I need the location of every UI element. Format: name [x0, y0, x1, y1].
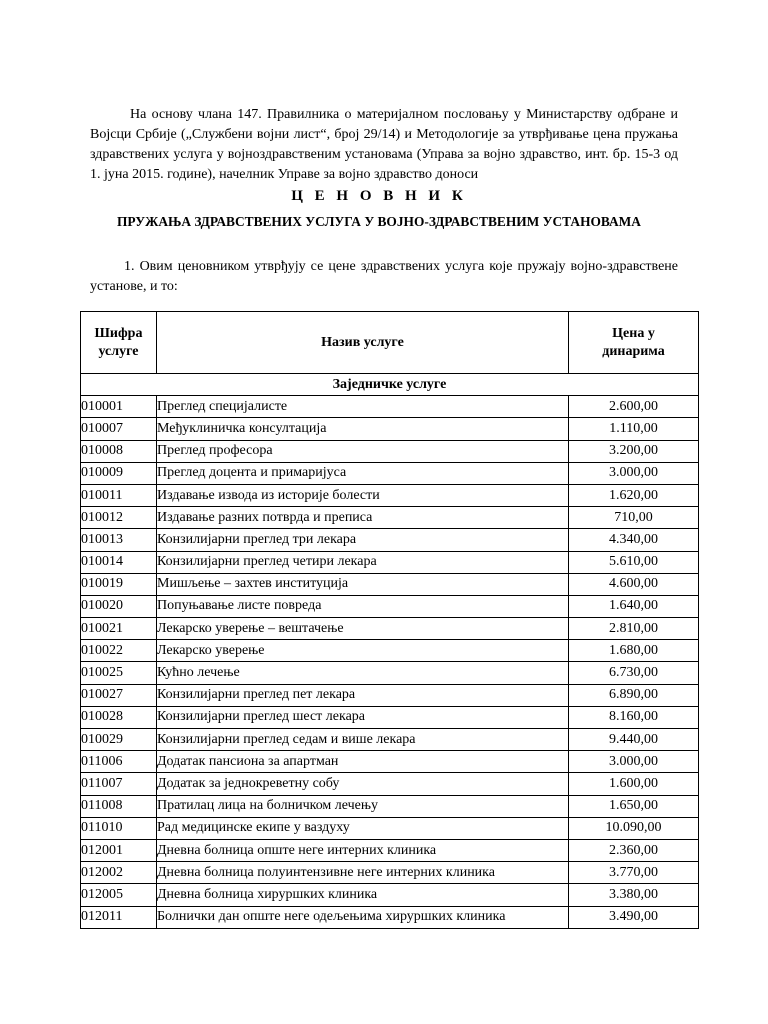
cell-code: 011010 — [81, 817, 157, 839]
cell-price: 1.680,00 — [569, 640, 699, 662]
cell-price: 5.610,00 — [569, 551, 699, 573]
cell-price: 1.640,00 — [569, 595, 699, 617]
cell-name: Дневна болница полуинтензивне неге интерних клиника — [157, 862, 569, 884]
table-row — [81, 884, 699, 906]
cell-name: Конзилијарни преглед четири лекара — [157, 551, 569, 573]
cell-price: 1.620,00 — [569, 484, 699, 506]
table-row — [81, 729, 699, 751]
table-row — [81, 706, 699, 728]
table-row — [81, 839, 699, 861]
cell-code: 010021 — [81, 618, 157, 640]
header-name: Назив услуге — [157, 312, 569, 374]
cell-price: 710,00 — [569, 507, 699, 529]
cell-name: Дневна болница хируршких клиника — [157, 884, 569, 906]
cell-price: 4.340,00 — [569, 529, 699, 551]
cell-name: Дневна болница опште неге интерних клиника — [157, 839, 569, 861]
cell-price: 8.160,00 — [569, 706, 699, 728]
table-row — [81, 817, 699, 839]
cell-price: 3.380,00 — [569, 884, 699, 906]
cell-price: 9.440,00 — [569, 729, 699, 751]
table-row — [81, 773, 699, 795]
cell-code: 012005 — [81, 884, 157, 906]
cell-code: 010009 — [81, 462, 157, 484]
table-row — [81, 462, 699, 484]
cell-name: Конзилијарни преглед три лекара — [157, 529, 569, 551]
cell-name: Издавање извода из историје болести — [157, 484, 569, 506]
cell-code: 010020 — [81, 595, 157, 617]
cell-code: 011007 — [81, 773, 157, 795]
document-title: Ц Е Н О В Н И К — [291, 188, 467, 204]
intro-paragraph: На основу члана 147. Правилника о материјалном пословању у Министарству одбране и Војсци Србије („Службени војни лист“, број 29/14) и Методологије за утврђивање цена пружања здравствених услуга у војноздравственим установама (Управа за војно здравство, инт. бр. 15-3 од 1. јуна 2015. године), начелник Управе за војно здравство доноси — [90, 107, 678, 182]
cell-name: Попуњавање листе повреда — [157, 595, 569, 617]
cell-code: 012002 — [81, 862, 157, 884]
cell-name: Преглед професора — [157, 440, 569, 462]
table-row — [81, 529, 699, 551]
cell-name: Конзилијарни преглед пет лекара — [157, 684, 569, 706]
section-row — [81, 374, 699, 396]
cell-name: Додатак за једнокреветну собу — [157, 773, 569, 795]
cell-code: 010011 — [81, 484, 157, 506]
cell-name: Лекарско уверење — [157, 640, 569, 662]
header-price-line1: Цена у — [612, 325, 655, 341]
cell-code: 010007 — [81, 418, 157, 440]
header-code-line2: услуге — [98, 343, 139, 359]
cell-price: 1.600,00 — [569, 773, 699, 795]
cell-name: Лекарско уверење – вештачење — [157, 618, 569, 640]
cell-name: Конзилијарни преглед седам и више лекара — [157, 729, 569, 751]
cell-name: Преглед специјалисте — [157, 396, 569, 418]
table-row — [81, 906, 699, 928]
table-row — [81, 595, 699, 617]
cell-price: 1.110,00 — [569, 418, 699, 440]
cell-code: 011006 — [81, 751, 157, 773]
cell-name: Међуклиничка консултација — [157, 418, 569, 440]
cell-price: 2.600,00 — [569, 396, 699, 418]
cell-code: 010019 — [81, 573, 157, 595]
cell-name: Кућно лечење — [157, 662, 569, 684]
table-row — [81, 640, 699, 662]
cell-name: Пратилац лица на болничком лечењу — [157, 795, 569, 817]
cell-code: 010013 — [81, 529, 157, 551]
header-code-line1: Шифра — [94, 325, 143, 341]
cell-name: Конзилијарни преглед шест лекара — [157, 706, 569, 728]
table-row — [81, 862, 699, 884]
table-row — [81, 684, 699, 706]
table-row — [81, 484, 699, 506]
document-subtitle: ПРУЖАЊА ЗДРАВСТВЕНИХ УСЛУГА У ВОЈНО-ЗДРАВСТВЕНИМ УСТАНОВАМА — [117, 214, 641, 229]
cell-code: 010029 — [81, 729, 157, 751]
table-row — [81, 440, 699, 462]
cell-name: Издавање разних потврда и преписа — [157, 507, 569, 529]
table-row — [81, 507, 699, 529]
table-row — [81, 418, 699, 440]
table-row — [81, 618, 699, 640]
cell-code: 010028 — [81, 706, 157, 728]
section-title: Заједничке услуге — [81, 374, 699, 396]
cell-name: Мишљење – захтев институција — [157, 573, 569, 595]
table-row — [81, 795, 699, 817]
table-row — [81, 551, 699, 573]
cell-name: Преглед доцента и примаријуса — [157, 462, 569, 484]
cell-price: 2.360,00 — [569, 839, 699, 861]
cell-price: 3.000,00 — [569, 462, 699, 484]
cell-price: 3.770,00 — [569, 862, 699, 884]
cell-price: 3.000,00 — [569, 751, 699, 773]
table-header-row — [81, 312, 699, 374]
cell-price: 10.090,00 — [569, 817, 699, 839]
cell-price: 3.200,00 — [569, 440, 699, 462]
cell-code: 010012 — [81, 507, 157, 529]
table-row — [81, 573, 699, 595]
cell-code: 010025 — [81, 662, 157, 684]
cell-code: 010027 — [81, 684, 157, 706]
item-1-paragraph: 1. Овим ценовником утврђују се цене здравствених услуга које пружају војно-здравствене установе, и то: — [90, 259, 678, 294]
cell-price: 6.730,00 — [569, 662, 699, 684]
header-price — [569, 312, 699, 374]
cell-price: 2.810,00 — [569, 618, 699, 640]
table-body — [81, 374, 699, 929]
price-table — [80, 311, 699, 929]
cell-name: Додатак пансиона за апартман — [157, 751, 569, 773]
cell-code: 012001 — [81, 839, 157, 861]
cell-name: Болнички дан опште неге одељењима хируршких клиника — [157, 906, 569, 928]
cell-code: 011008 — [81, 795, 157, 817]
table-row — [81, 662, 699, 684]
cell-name: Рад медицинске екипе у ваздуху — [157, 817, 569, 839]
cell-code: 010014 — [81, 551, 157, 573]
cell-code: 010008 — [81, 440, 157, 462]
cell-price: 3.490,00 — [569, 906, 699, 928]
cell-price: 6.890,00 — [569, 684, 699, 706]
table-row — [81, 751, 699, 773]
cell-code: 012011 — [81, 906, 157, 928]
header-code — [81, 312, 157, 374]
table-row — [81, 396, 699, 418]
cell-code: 010001 — [81, 396, 157, 418]
cell-price: 1.650,00 — [569, 795, 699, 817]
cell-code: 010022 — [81, 640, 157, 662]
cell-price: 4.600,00 — [569, 573, 699, 595]
header-price-line2: динарима — [602, 343, 665, 359]
